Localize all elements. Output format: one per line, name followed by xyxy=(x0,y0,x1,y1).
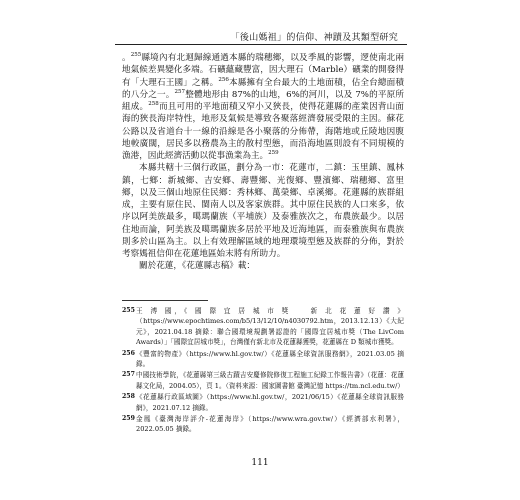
footnote-number: 256 xyxy=(122,349,135,357)
footnote xyxy=(122,414,404,435)
paragraph-text: 整體地形由 87%的山地，6%的河川，以及 7%的平原所組成。 xyxy=(122,89,404,112)
paragraph-text: 。 xyxy=(122,53,131,63)
footnote-ref: 256 xyxy=(218,76,229,83)
footnote-ref: 255 xyxy=(130,52,142,59)
running-header: 「後山媽祖」的信仰、神蹟及其類型研究 xyxy=(230,33,398,43)
footnote xyxy=(122,349,404,370)
footnote-text: 王 溥 國，《 國 際 宜 居 城 市 獎 新 北 花 蓮 好 讚 》（https://www.epochtimes.com/b5/13/12/10/n4030792.htm，2013.12.13）《大紀元》，2021.04.18 摘錄：聯合國環境規劃署認證的「國際宜居城市獎（The LivCom Awards）」「國際宜居城市獎」，台灣僅有新北市及花蓮縣獲獎，花蓮縣在 D 類城市獲獎。 xyxy=(136,307,404,347)
footnote xyxy=(122,370,404,391)
footnote-text: 《花蓮縣行政區域圖》（https://www.hl.gov.tw/，2021/06/15）《花蓮縣全球資訊服務網》，2021.07.12 摘錄。 xyxy=(136,393,404,412)
paragraph-1 xyxy=(122,52,404,162)
footnote-ref: 258 xyxy=(148,101,159,108)
footnote-ref: 257 xyxy=(174,88,186,95)
paragraph-text: 而且可用的平地面積又窄小又狹長，使得花蓮縣的產業因背山面海的狹長海岸特性，地形及氣候是導致各聚落經濟發展受限的主因。蘇花公路以及省道台十一線的沿線是各小聚落的分佈帶，海階地或丘陵地因腹地較廣闊，居民多以務農為主的散村型態，而沿海地區則設有不同規模的漁港，因此經濟活動以從事漁業為主。 xyxy=(122,102,404,161)
footnotes xyxy=(122,306,404,436)
paragraph-text: 縣境內有北迴歸線通過本縣的瑞穗鄉，以及季風的影響，逻使南北兩地氣候差異變化多端。石礦蘊藏豐富，因大理石（Marble）礦業的開發得有「大理石王國」之稱。 xyxy=(122,53,404,88)
header-rule xyxy=(115,44,407,45)
footnote-number: 255 xyxy=(122,307,135,314)
footnote xyxy=(122,392,404,413)
paragraph-3: 關於花蓮，《花蓮縣志稿》載： xyxy=(139,261,256,272)
footnote-text: 金鳳《臺灣海岸評介-花蓮海岸》（https://www.wra.gov.tw/）《經濟部水利署》，2022.05.05 摘錄。 xyxy=(136,415,404,434)
footnote-text: 中國技術學院，《花蓮縣第三級古蹟吉安慶修院修復工程施工紀錄工作報告書》（花蓮：花蓮縣文化局，2004.05），頁 1。（資料來源：國家圖書館 臺灣記憶 https://tm.ncl.edu.tw/） xyxy=(136,371,404,390)
footnote-number: 257 xyxy=(122,371,135,379)
footnote-text: 《豐富的物產》（https://www.hl.gov.tw/）《花蓮縣全球資訊服務網》，2021.03.05 摘錄。 xyxy=(136,349,404,369)
footnote-number: 259 xyxy=(122,415,135,423)
footnote-rule xyxy=(122,300,208,301)
footnote-number: 258 xyxy=(122,393,135,401)
paragraph-2: 本縣共轄十三個行政區，劃分為一市：花蓮市，二鎮：玉里鎮、鳳林鎮，七鄉：新城鄉、吉安鄉、壽豐鄉、光復鄉、豐濱鄉、瑞穗鄉、富里鄉，以及三個山地原住民鄉：秀林鄉、萬榮鄉、卓溪鄉。花蓮縣的族群組成，主要有原住民、閩南人以及客家族群。其中原住民族的人口來多，依序以阿美族最多，噶瑪蘭族（平埔族）及泰雅族次之，布農族最少。以居住地而論，阿美族及噶瑪蘭族多居於平地及近海地區，而泰雅族與布農族則多於山區為主。以上有效理解區域的地理環境型態及族群的分佈，對於考察媽祖信仰在花蓮地區始末將有所助力。 xyxy=(122,163,404,259)
footnote xyxy=(122,306,404,348)
main-body xyxy=(122,52,404,273)
footnote-ref: 259 xyxy=(268,150,279,157)
paragraph-text: 本縣擁有全台最大的土地面積，佔全台總面積的八分之一。 xyxy=(122,77,404,100)
page-number: 111 xyxy=(251,458,269,468)
